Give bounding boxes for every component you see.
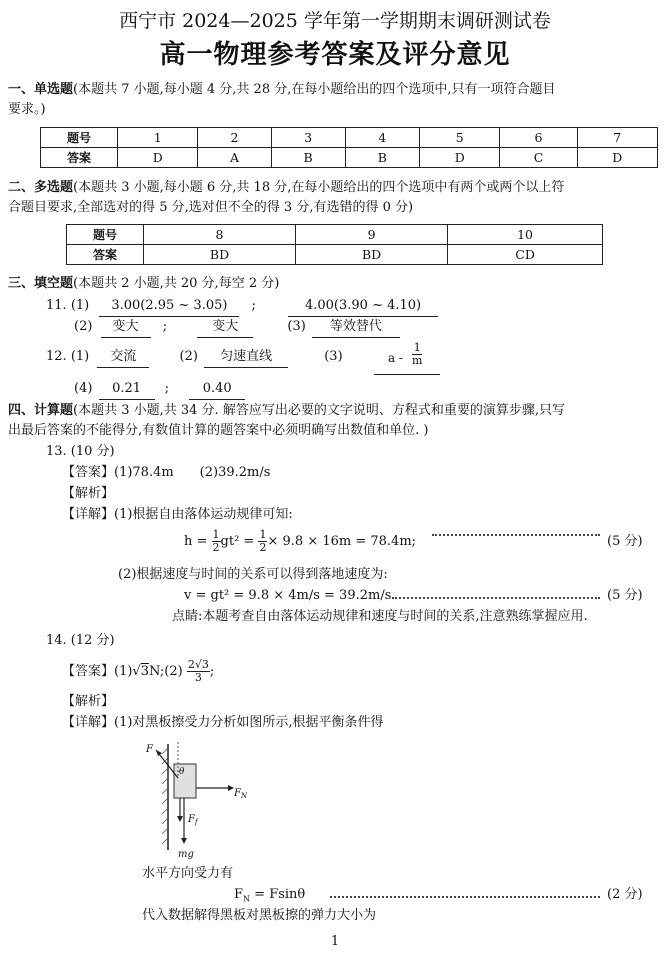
- table-cell: D: [118, 148, 198, 168]
- section4-line1: [8, 401, 565, 421]
- arrow-head: [181, 838, 187, 844]
- fraction-numerator: 2√3: [187, 658, 209, 671]
- table-cell: B: [345, 148, 419, 168]
- q11-line1: [46, 296, 438, 317]
- table-header-question: 题号: [41, 128, 118, 148]
- table-cell: D: [420, 148, 500, 168]
- q13-note: 点睛:本题考查自由落体运动规律和速度与时间的关系,注意熟练掌握应用.: [172, 609, 588, 624]
- label-fn-main: F: [234, 788, 241, 799]
- q11-answer-4: 变大: [197, 317, 253, 338]
- dot-leader: [392, 597, 600, 599]
- equation-text: = Fsinθ: [254, 887, 306, 902]
- q12-answer-4: 0.21: [99, 379, 155, 400]
- table-cell: 4: [345, 128, 419, 148]
- q12-answer-5: 0.40: [189, 379, 245, 400]
- question-number: 12.: [46, 349, 67, 364]
- table-cell: 6: [500, 128, 577, 148]
- table-cell: A: [198, 148, 271, 168]
- equation-text: h =: [184, 534, 208, 549]
- table-cell: 2: [198, 128, 271, 148]
- score-label: (5 分): [607, 588, 643, 603]
- part-label: (4): [74, 381, 93, 396]
- table-cell: BD: [296, 245, 448, 265]
- table-header-answer: 答案: [67, 245, 144, 265]
- table-cell: 7: [577, 128, 657, 148]
- fraction-denominator: 2: [212, 541, 220, 554]
- sqrt: √3: [132, 664, 149, 679]
- section4-heading: 四、计算题: [8, 403, 74, 418]
- section3-line: [8, 274, 279, 294]
- q13-detail-1: 【详解】(1)根据自由落体运动规律可知:: [62, 507, 293, 522]
- part-label: (3): [324, 349, 343, 364]
- fraction: [412, 342, 422, 367]
- q11-answer-2: 4.00(3.90 ~ 4.10): [288, 296, 438, 317]
- fraction-denominator: 3: [194, 671, 202, 684]
- table-header-question: 题号: [67, 225, 144, 245]
- table-row: [41, 148, 658, 168]
- table-header-answer: 答案: [41, 148, 118, 168]
- dot-leader: [432, 534, 600, 536]
- fraction: [187, 659, 210, 684]
- q13-label: 13. (10 分): [46, 444, 115, 459]
- section2-heading: 二、多选题: [8, 180, 74, 195]
- q13-analysis: 【解析】: [62, 486, 115, 501]
- section2-desc: (本题共 3 小题,每小题 6 分,共 18 分,在每小题给出的四个选项中有两个或两个以上符: [73, 180, 565, 195]
- part-label: (2): [74, 319, 93, 334]
- table-row: [67, 245, 603, 265]
- section1-desc: (本题共 7 小题,每小题 4 分,共 28 分,在每小题给出的四个选项中,只有一项符合题目: [73, 82, 556, 97]
- q14-answer: [62, 656, 214, 688]
- label-f: F: [146, 744, 153, 755]
- fraction-numerator: 1: [259, 528, 267, 541]
- table-cell: 3: [271, 128, 345, 148]
- q14-label: 14. (12 分): [46, 633, 115, 648]
- table-cell: B: [271, 148, 345, 168]
- label-ff-main: F: [188, 814, 195, 825]
- label-fn-sub: N: [240, 792, 248, 800]
- q12-answer-3: [374, 340, 440, 375]
- table-cell: 8: [144, 225, 296, 245]
- section1-heading: 一、单选题: [8, 82, 74, 97]
- q12-answer-1: 交流: [97, 347, 149, 368]
- equation-subscript: N: [243, 894, 251, 904]
- table-cell: 9: [296, 225, 448, 245]
- fraction-numerator: 1: [212, 528, 220, 541]
- force-diagram: [140, 738, 260, 860]
- table-cell: C: [500, 148, 577, 168]
- dot-leader: [330, 896, 600, 898]
- part-label: (1): [70, 349, 90, 364]
- table-cell: 5: [420, 128, 500, 148]
- section1-line1: [8, 80, 556, 100]
- answer-text: 【答案】(1): [62, 664, 133, 679]
- section1-desc-cont: 要求。): [8, 102, 46, 117]
- answer-text: N;(2): [149, 664, 183, 679]
- q13-equation-1: [184, 525, 416, 559]
- q11-answer-5: 等效替代: [312, 317, 400, 338]
- q12-answer-2: 匀速直线: [204, 347, 288, 368]
- separator: ;: [251, 298, 256, 313]
- arrow-head: [177, 816, 183, 822]
- section2-line1: [8, 178, 564, 198]
- table-cell: D: [577, 148, 657, 168]
- table-cell: 10: [448, 225, 603, 245]
- part-label: (2): [179, 349, 198, 364]
- q11-answer-3: 变大: [101, 317, 151, 338]
- sqrt-argument: 3: [140, 664, 149, 679]
- label-mg: mg: [178, 849, 194, 860]
- section2-desc-cont: 合题目要求,全部选对的得 5 分,选对但不全的得 3 分,有选错的得 0 分): [8, 200, 414, 215]
- label-ff: [187, 814, 199, 826]
- section3-heading: 三、填空题: [8, 276, 74, 291]
- doc-title: 西宁市 2024—2025 学年第一学期期末调研测试卷: [119, 10, 551, 32]
- q14-detail-1: 【详解】(1)对黑板擦受力分析如图所示,根据平衡条件得: [62, 715, 384, 730]
- q13-equation-2: v = gt² = 9.8 × 4m/s = 39.2m/s.: [184, 588, 396, 603]
- fraction-denominator: m: [412, 354, 423, 367]
- label-fn: [233, 788, 248, 800]
- answer-text: ;: [209, 664, 215, 679]
- doc-subtitle: 高一物理参考答案及评分意见: [159, 40, 511, 70]
- score-label: (2 分): [607, 887, 643, 902]
- answer-table-single: [40, 127, 658, 168]
- q14-last-line: 代入数据解得黑板对黑板擦的弹力大小为: [142, 908, 377, 923]
- table-cell: BD: [144, 245, 296, 265]
- separator: ;: [164, 381, 170, 396]
- equation-text: F: [234, 887, 244, 902]
- part-label: (3): [287, 319, 306, 334]
- label-theta: θ: [179, 767, 185, 777]
- equation-text: gt² =: [220, 534, 255, 549]
- q14-horizontal: 水平方向受力有: [142, 866, 234, 881]
- page-number: 1: [330, 934, 340, 949]
- label-ff-sub: f: [194, 818, 198, 826]
- answer-table-multi: [66, 224, 603, 265]
- fraction-numerator: 1: [413, 341, 421, 354]
- separator: ;: [162, 319, 168, 334]
- section3-desc: (本题共 2 小题,共 20 分,每空 2 分): [73, 276, 280, 291]
- q13-answer: 【答案】(1)78.4m (2)39.2m/s: [62, 465, 271, 480]
- q11-line2: [74, 317, 400, 338]
- arrow-head: [156, 750, 162, 756]
- q13-detail-2: (2)根据速度与时间的关系可以得到落地速度为:: [118, 567, 388, 582]
- question-number: 11.: [46, 298, 67, 313]
- q12-answer-3-prefix: a -: [388, 351, 404, 365]
- score-label: (5 分): [607, 534, 643, 549]
- part-label: (1): [70, 298, 90, 313]
- q12-line2: [74, 379, 245, 400]
- table-row: [67, 225, 603, 245]
- fraction: [212, 529, 221, 554]
- table-row: [41, 128, 658, 148]
- table-cell: CD: [448, 245, 603, 265]
- eraser-block: [174, 764, 196, 798]
- section4-desc-cont: 出最后答案的不能得分,有数值计算的题答案中必须明确写出数值和单位. ): [8, 423, 429, 438]
- section4-desc: (本题共 3 小题,共 34 分. 解答应写出必要的文字说明、方程式和重要的演算步骤,只写: [73, 403, 565, 418]
- equation-text: × 9.8 × 16m = 78.4m;: [267, 534, 417, 549]
- fraction-denominator: 2: [259, 541, 267, 554]
- q12-line1: [46, 347, 343, 368]
- table-cell: 1: [118, 128, 198, 148]
- q11-answer-1: 3.00(2.95 ~ 3.05): [99, 296, 239, 317]
- q14-analysis: 【解析】: [62, 694, 115, 709]
